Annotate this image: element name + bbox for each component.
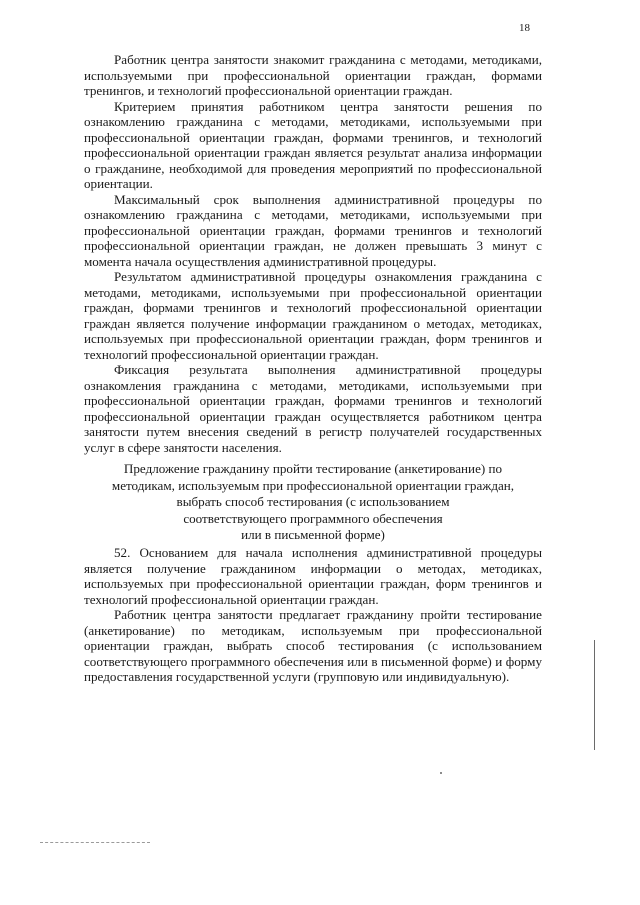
margin-line <box>594 640 595 750</box>
body-text-block-1 <box>84 52 542 455</box>
section-heading-line: соответствующего программного обеспечения <box>183 510 443 526</box>
paragraph: Максимальный срок выполнения административной процедуры по ознакомлению гражданина с методами, методиками, используемыми при профессиональной ориентации граждан, формами тренингов и технологий профессиональной ориентации граждан, не должен превышать 3 минут с момента начала осуществления административной процедуры. <box>84 191 542 269</box>
paragraph: Фиксация результата выполнения административной процедуры ознакомления гражданина с методами, методиками, используемыми при профессиональной ориентации граждан, формами тренингов и технологий профессиональной ориентации граждан осуществляется работником центра занятости путем внесения сведений в регистр получателей государственных услуг в сфере занятости населения. <box>84 362 542 455</box>
paragraph: 52. Основанием для начала исполнения административной процедуры является получение гражданином информации о методах, методиках, используемых при профессиональной ориентации граждан, форм тренингов и технологий профессиональной ориентации граждан. <box>84 545 542 607</box>
scan-artifact-dash <box>40 842 150 843</box>
section-heading-line: или в письменной форме) <box>241 527 385 542</box>
body-text-block-2 <box>84 545 542 685</box>
section-heading <box>84 461 542 544</box>
paragraph: Работник центра занятости знакомит гражданина с методами, методиками, используемыми при профессиональной ориентации граждан, формами тренингов, и технологий профессиональной ориентации граждан. <box>84 52 542 98</box>
section-heading-line: выбрать способ тестирования (с использованием <box>176 494 450 509</box>
section-heading-line: методикам, используемым при профессиональной ориентации граждан, <box>111 477 515 493</box>
paragraph: Критерием принятия работником центра занятости решения по ознакомлению гражданина с методами, методиками, используемыми при профессиональной ориентации граждан, формами тренингов, и технологий профессиональной ориентации граждан является результат анализа информации о гражданине, необходимой для проведения мероприятий по профессиональной ориентации. <box>84 98 542 191</box>
scan-artifact-dot <box>440 772 442 774</box>
paragraph: Результатом административной процедуры ознакомления гражданина с методами, методиками, используемыми при профессиональной ориентации граждан, формами тренингов и технологий профессиональной ориентации граждан является получение информации гражданином о методах, методиках, используемых при профессиональной ориентации граждан, форм тренингов и технологий профессиональной ориентации граждан. <box>84 269 542 362</box>
section-heading-line: Предложение гражданину пройти тестирование (анкетирование) по <box>123 461 503 476</box>
page-number: 18 <box>519 22 530 34</box>
paragraph: Работник центра занятости предлагает гражданину пройти тестирование (анкетирование) по методикам, используемым при профессиональной ориентации граждан, выбрать способ тестирования (с использованием соответствующего программного обеспечения или в письменной форме) и форму предоставления государственной услуги (групповую или индивидуальную). <box>84 607 542 684</box>
